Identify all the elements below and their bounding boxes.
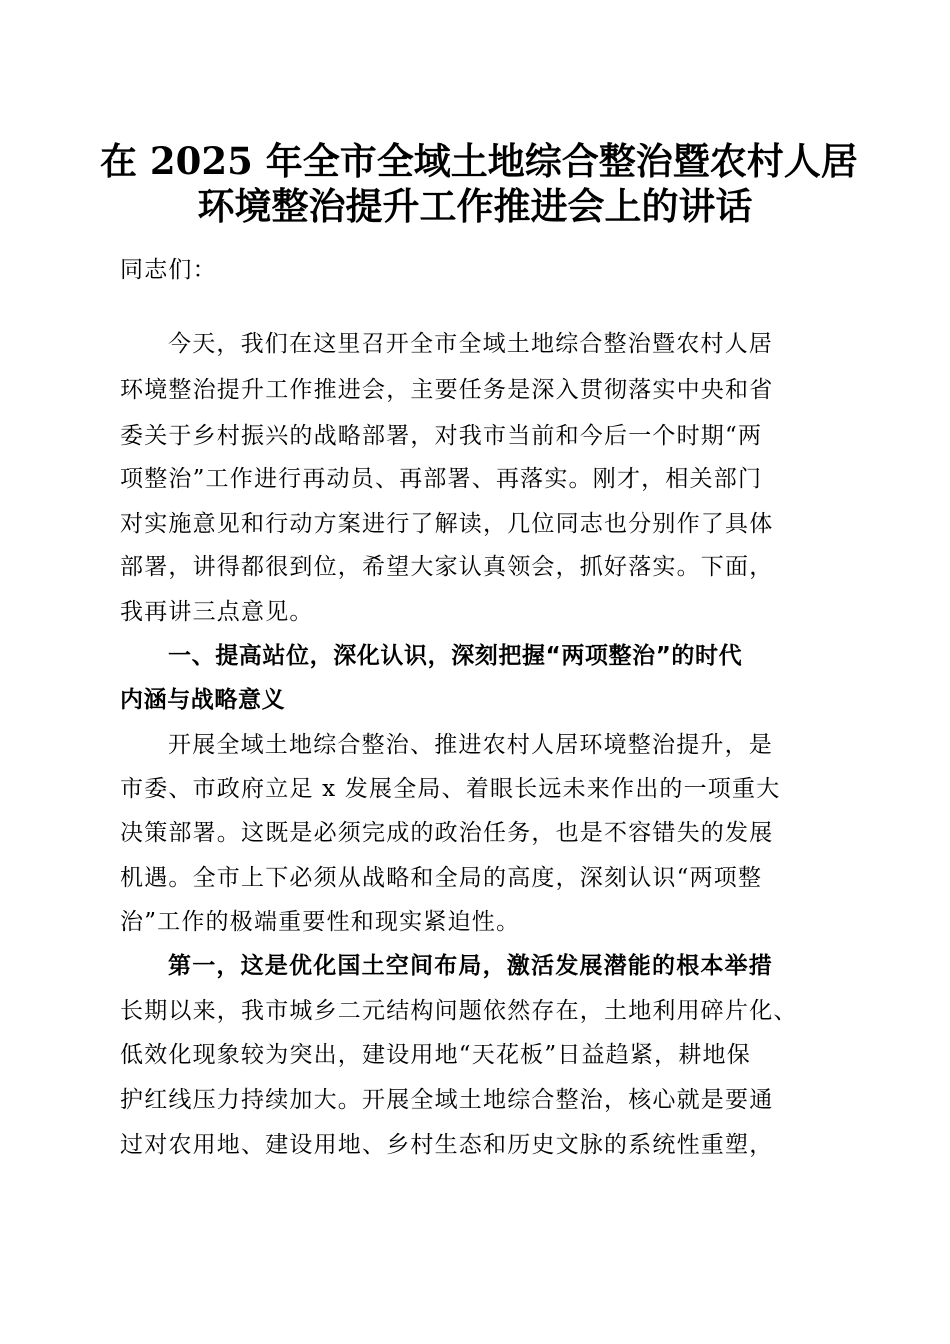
paragraph-1-line: 我再讲三点意见。 [120, 599, 314, 625]
paragraph-3-line: 低效化现象较为突出，建设用地“天花板”日益趋紧，耕地保 [120, 1042, 751, 1068]
section-heading-line: 一、提高站位，深化认识，深刻把握“两项整治”的时代 [168, 643, 743, 669]
paragraph-2-line: 开展全域土地综合整治、推进农村人居环境整治提升，是 [168, 732, 773, 758]
document-title-line-1: 在 2025 年全市全域土地综合整治暨农村人居 [100, 139, 858, 183]
document-title-line-2: 环境整治提升工作推进会上的讲话 [197, 184, 753, 228]
paragraph-3-line: 长期以来，我市城乡二元结构问题依然存在，土地利用碎片化、 [120, 998, 798, 1024]
paragraph-1-line: 对实施意见和行动方案进行了解读，几位同志也分别作了具体 [120, 511, 774, 537]
paragraph-1-line: 委关于乡村振兴的战略部署，对我市当前和今后一个时期“两 [120, 423, 763, 449]
paragraph-2-line: 治”工作的极端重要性和现实紧迫性。 [120, 909, 521, 935]
salutation: 同志们： [120, 257, 217, 283]
paragraph-3-line: 过对农用地、建设用地、乡村生态和历史文脉的系统性重塑， [120, 1132, 774, 1158]
paragraph-2-line: 机遇。全市上下必须从战略和全局的高度，深刻认识“两项整 [120, 865, 763, 891]
paragraph-1-line: 今天，我们在这里召开全市全域土地综合整治暨农村人居 [168, 331, 773, 357]
paragraph-2-line: 市委、市政府立足 x 发展全局、着眼长远未来作出的一项重大 [120, 776, 781, 802]
paragraph-2-line: 决策部署。这既是必须完成的政治任务，也是不容错失的发展 [120, 820, 774, 846]
paragraph-1-line: 项整治”工作进行再动员、再部署、再落实。刚才，相关部门 [120, 466, 763, 492]
paragraph-1-line: 部署，讲得都很到位，希望大家认真领会，抓好落实。下面， [120, 554, 774, 580]
subheading-first: 第一，这是优化国土空间布局，激活发展潜能的根本举措 [168, 952, 773, 979]
section-heading-line: 内涵与战略意义 [120, 687, 286, 713]
paragraph-1-line: 环境整治提升工作推进会，主要任务是深入贯彻落实中央和省 [120, 377, 774, 403]
paragraph-3-line: 护红线压力持续加大。开展全域土地综合整治，核心就是要通 [120, 1087, 774, 1113]
